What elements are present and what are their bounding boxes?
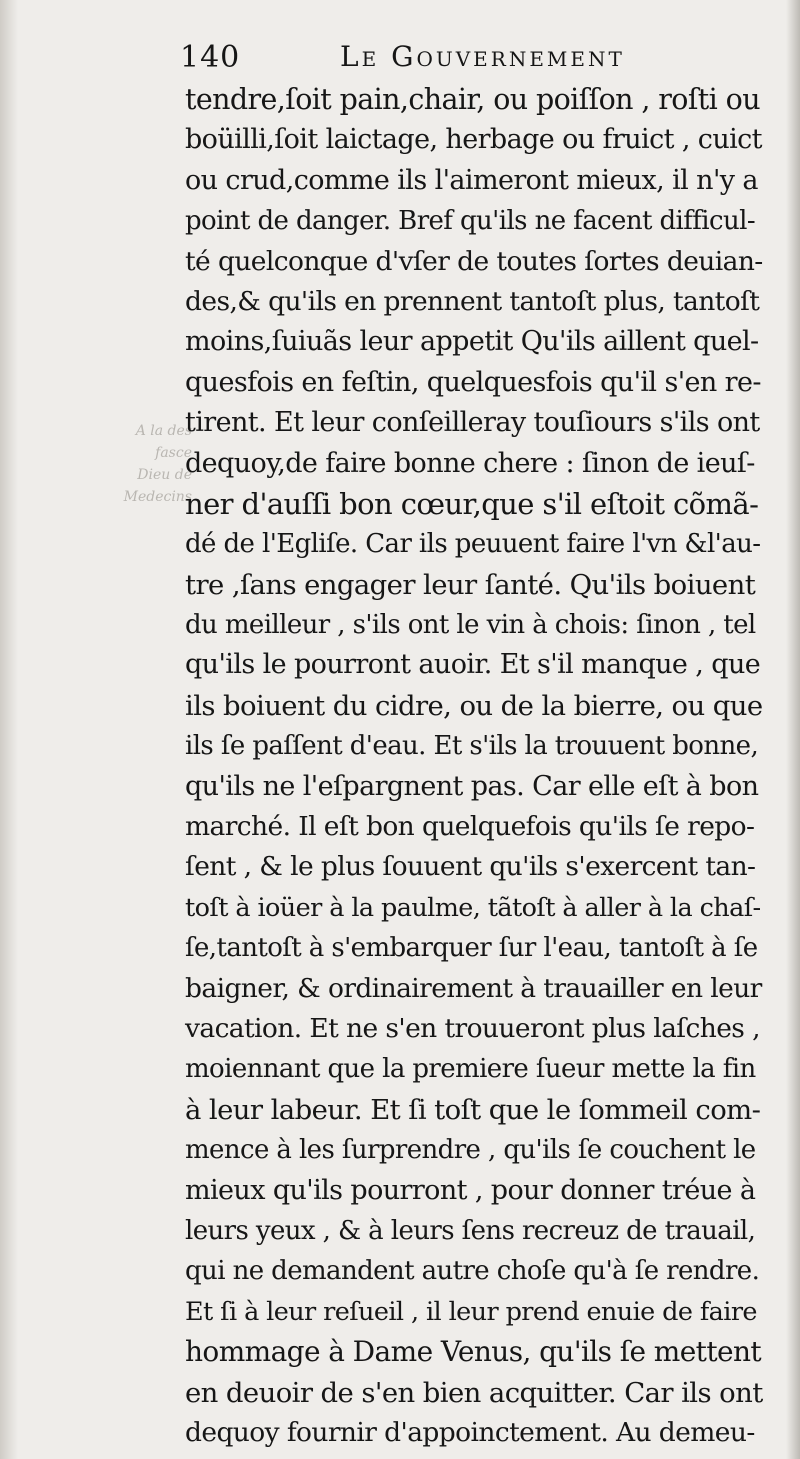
text-line: ſent , & le plus ſouuent qu'ils s'exercent tan- bbox=[185, 851, 756, 883]
text-line: ſe,tantoſt à s'embarquer ſur l'eau, tantoſt à ſe bbox=[185, 933, 758, 964]
running-head: Le Gouvernement bbox=[340, 40, 625, 73]
text-line: tirent. Et leur conſeilleray touſiours s'ils ont bbox=[185, 407, 760, 439]
page-gutter bbox=[0, 0, 18, 1459]
text-line: moins,ſuiuãs leur appetit Qu'ils aillent quel- bbox=[185, 326, 759, 358]
text-line: quesfois en feſtin, quelquesfois qu'il s'en re- bbox=[185, 366, 761, 398]
text-line: ils boiuent du cidre, ou de la bierre, ou que bbox=[185, 689, 763, 722]
text-line: mieux qu'ils pourront , pour donner tréue à bbox=[185, 1174, 756, 1206]
text-line: en deuoir de s'en bien acquitter. Car ils ont bbox=[185, 1376, 763, 1409]
text-line: mence à les ſurprendre , qu'ils ſe couchent le bbox=[185, 1135, 756, 1166]
text-line: point de danger. Bref qu'ils ne facent difficul- bbox=[185, 206, 756, 237]
text-line: qu'ils le pourront auoir. Et s'il manque , que bbox=[185, 649, 761, 681]
text-line: toſt à ioüer à la paulme, tãtoſt à aller à la chaſ- bbox=[185, 892, 761, 923]
text-line: marché. Il eſt bon quelquefois qu'ils ſe repo- bbox=[185, 811, 755, 843]
text-line: du meilleur , s'ils ont le vin à chois: ſinon , tel bbox=[185, 610, 756, 641]
text-line: à leur labeur. Et ſi toſt que le ſommeil com- bbox=[185, 1093, 761, 1126]
text-line: des,& qu'ils en prennent tantoſt plus, tantoſt bbox=[185, 285, 760, 317]
text-line: ner d'auſſi bon cœur,que s'il eſtoit cõmã- bbox=[185, 486, 759, 521]
marginal-note-line: fasce bbox=[155, 445, 192, 461]
marginal-note-line: Medecins bbox=[123, 489, 192, 505]
text-line: moiennant que la premiere ſueur mette la fin bbox=[185, 1054, 756, 1085]
page-header bbox=[180, 38, 760, 78]
text-line: dequoy fournir d'appoinctement. Au demeu- bbox=[185, 1416, 755, 1448]
page-edge bbox=[786, 0, 800, 1459]
text-line: vacation. Et ne s'en trouueront plus laſches , bbox=[185, 1012, 760, 1044]
text-line: dé de l'Egliſe. Car ils peuuent faire l'vn &l'au- bbox=[185, 529, 761, 560]
body-text bbox=[185, 80, 765, 1453]
page-number: 140 bbox=[180, 40, 241, 75]
marginal-note bbox=[62, 420, 192, 508]
marginal-note-line: A la des bbox=[135, 423, 192, 439]
text-line: leurs yeux , & à leurs ſens recreuz de trauail, bbox=[185, 1215, 756, 1246]
text-line: baigner, & ordinairement à trauailler en leur bbox=[185, 972, 762, 1004]
text-line: té quelconque d'vſer de toutes ſortes deuian- bbox=[185, 245, 763, 277]
text-line: hommage à Dame Venus, qu'ils ſe mettent bbox=[185, 1335, 762, 1369]
text-line: ils ſe paſſent d'eau. Et s'ils la trouuent bonne, bbox=[185, 731, 759, 762]
text-line: dequoy,de faire bonne chere : ſinon de ieuſ- bbox=[185, 447, 755, 479]
text-line: ou crud,comme ils l'aimeront mieux, il n'y a bbox=[185, 164, 758, 196]
text-line: qu'ils ne l'eſpargnent pas. Car elle eſt à bon bbox=[185, 770, 759, 802]
text-line: tre ,ſans engager leur ſanté. Qu'ils boiuent bbox=[185, 568, 756, 601]
text-line: tendre,ſoit pain,chair, ou poiſſon , roſti ou bbox=[185, 83, 760, 116]
text-line: Et ſi à leur reſueil , il leur prend enuie de faire bbox=[185, 1296, 757, 1327]
text-line: qui ne demandent autre choſe qu'à ſe rendre. bbox=[185, 1256, 760, 1287]
marginal-note-line: Dieu de bbox=[137, 467, 192, 483]
text-line: boüilli,ſoit laictage, herbage ou fruict , cuict bbox=[185, 124, 762, 156]
